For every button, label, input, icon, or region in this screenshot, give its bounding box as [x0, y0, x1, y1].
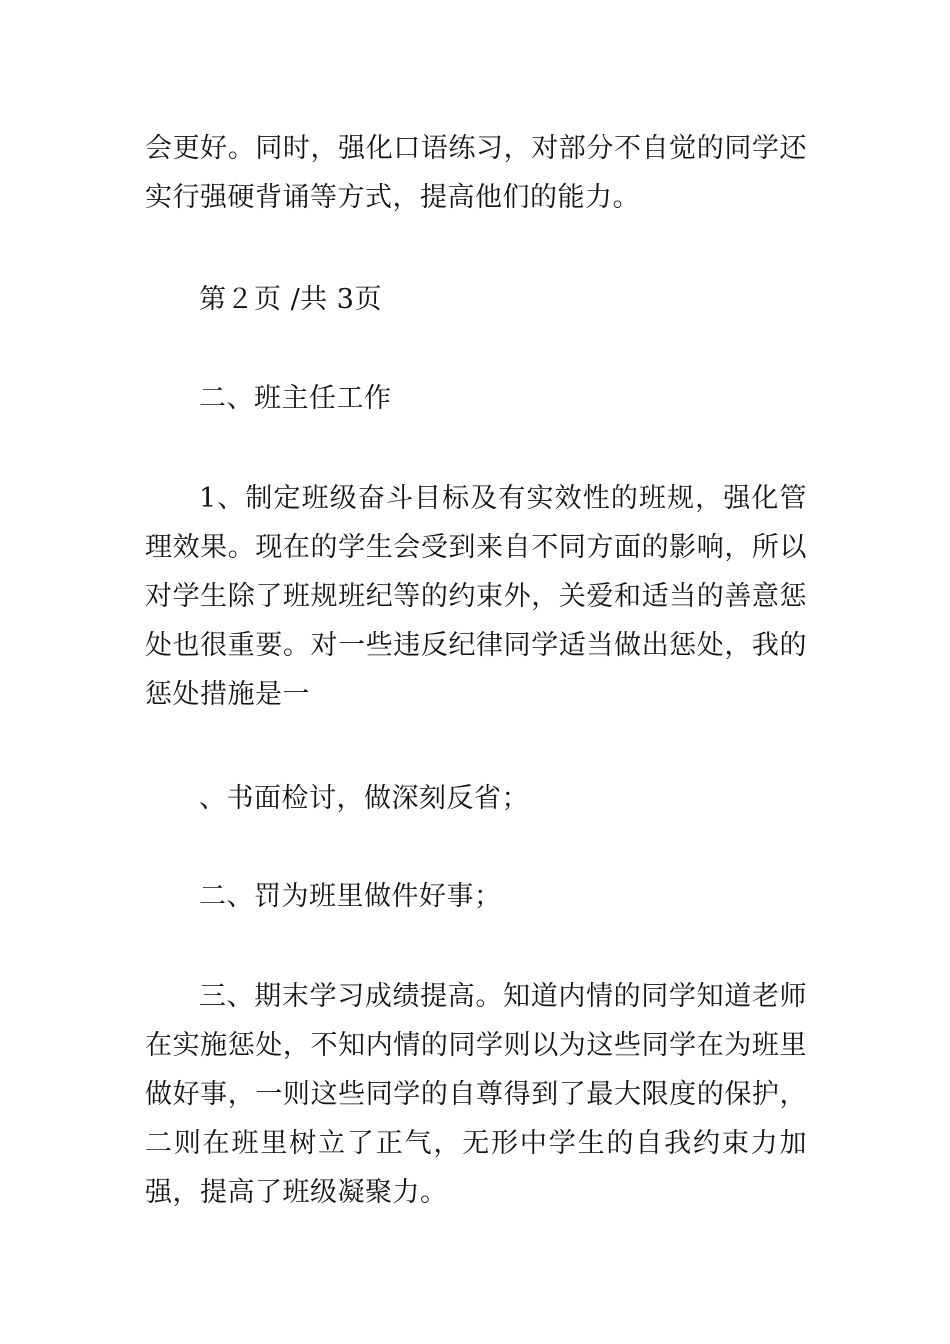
list-item-written-review: 、书面检讨，做深刻反省；	[199, 783, 529, 814]
paragraph-continuation: 会更好。同时，强化口语练习，对部分不自觉的同学还实行强硬背诵等方式，提高他们的能力。	[145, 133, 807, 213]
section-heading: 二、班主任工作	[199, 383, 392, 414]
paragraph-grades-improvement: 三、期末学习成绩提高。知道内情的同学知道老师在实施惩处，不知内情的同学则以为这些同学在为班里做好事，一则这些同学的自尊得到了最大限度的保护，二则在班里树立了正气，无形中学生的自我约束力加强，提高了班级凝聚力。	[145, 981, 807, 1208]
page-number-marker: 第２页 /共 3页	[199, 284, 382, 315]
list-item-good-deed: 二、罚为班里做件好事；	[199, 881, 502, 912]
paragraph-class-rules: 1、制定班级奋斗目标及有实效性的班规，强化管理效果。现在的学生会受到来自不同方面的影响，所以对学生除了班规班纪等的约束外，关爱和适当的善意惩处也很重要。对一些违反纪律同学适当做出惩处，我的惩处措施是一	[145, 483, 807, 710]
